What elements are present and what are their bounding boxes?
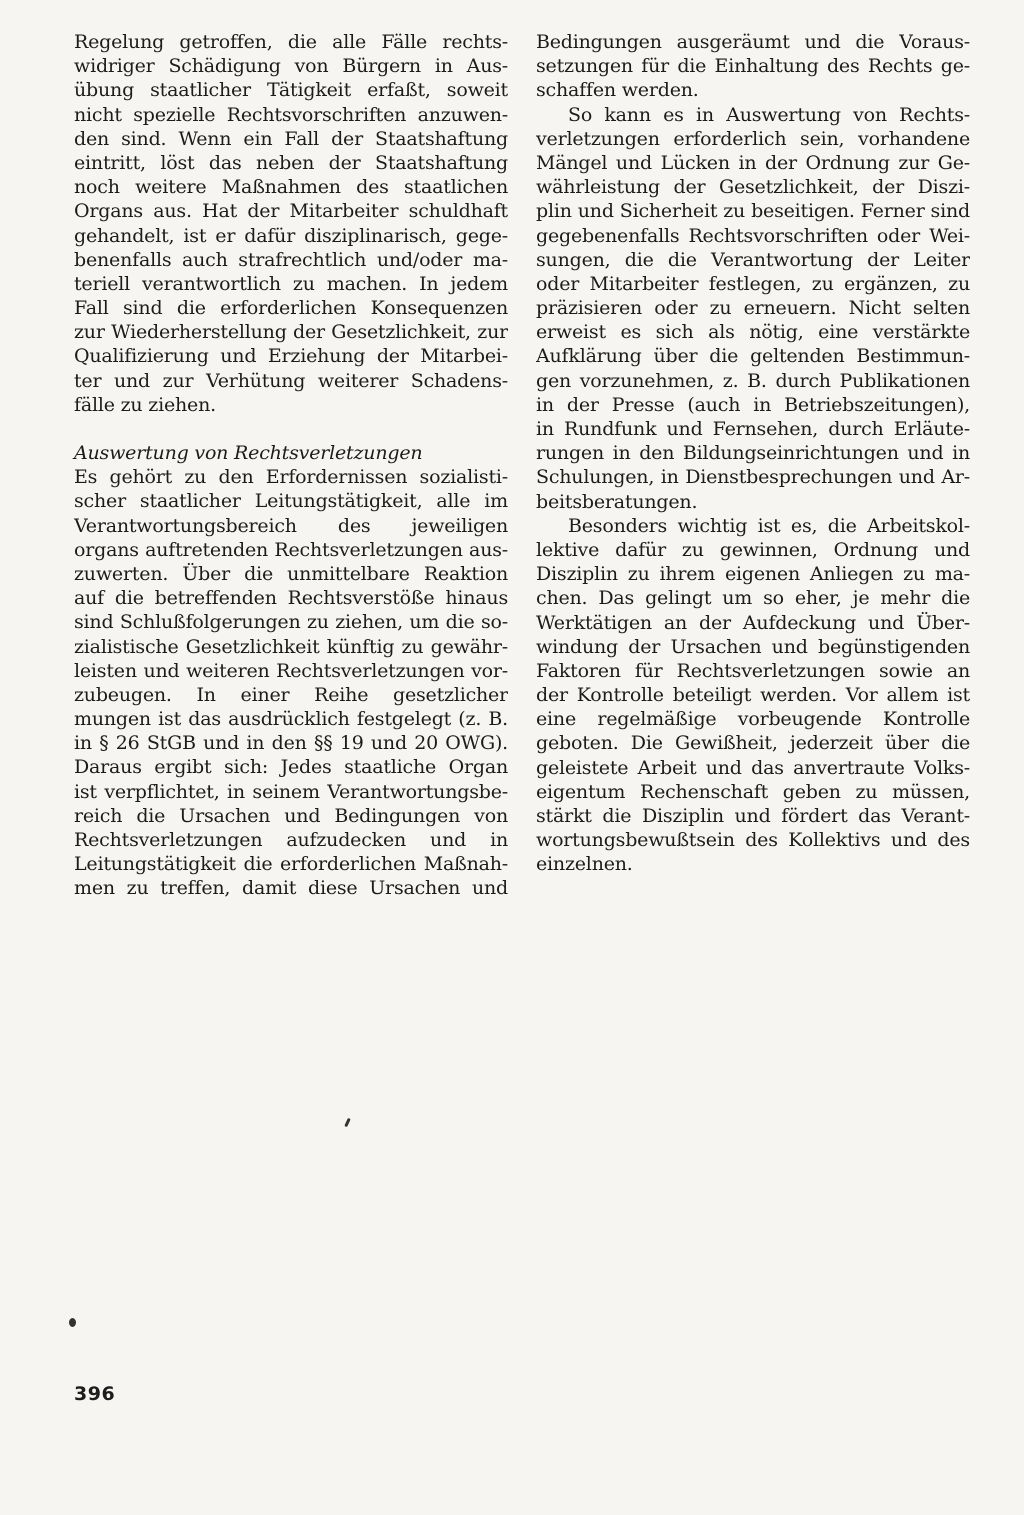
text-line: Verantwortungsbereich des jeweiligen [74, 514, 508, 537]
text-line: gehandelt, ist er dafür disziplinarisch, gege- [74, 224, 508, 247]
paragraph-auswertung-rechtsverletzungen [536, 103, 970, 514]
text-line: Bedingungen ausgeräumt und die Voraus- [536, 31, 970, 53]
text-line: men zu treffen, damit diese Ursachen und [74, 877, 508, 900]
text-line: sind Schlußfolgerungen zu ziehen, um die so- [74, 611, 508, 634]
text-line: gegebenenfalls Rechtsvorschriften oder Wei- [536, 224, 970, 247]
text-line: in Rundfunk und Fernsehen, durch Erläute- [536, 418, 970, 440]
text-line: teriell verantwortlich zu machen. In jedem [74, 272, 508, 295]
scan-mark [344, 1118, 351, 1127]
text-line: zur Wiederherstellung der Gesetzlichkeit, zur [74, 321, 508, 344]
text-line: leisten und weiteren Rechtsverletzungen vor- [74, 659, 508, 682]
text-line: präzisieren oder zu erneuern. Nicht selten [536, 297, 970, 320]
text-line: Fall sind die erforderlichen Konsequenzen [74, 297, 508, 320]
paragraph-arbeitskollektive [536, 514, 970, 877]
paragraph-auswertung [74, 465, 508, 900]
text-line: in § 26 StGB und in den §§ 19 und 20 OWG). [74, 732, 508, 755]
text-line: zubeugen. In einer Reihe gesetzlicher [74, 683, 508, 706]
text-line: chen. Das gelingt um so eher, je mehr die [536, 587, 970, 610]
text-line: lektive dafür zu gewinnen, Ordnung und [536, 538, 970, 561]
paragraph-continuation [536, 30, 970, 103]
text-line: schaffen werden. [536, 79, 699, 102]
text-line: plin und Sicherheit zu beseitigen. Ferner sind [536, 200, 970, 223]
text-line: Werktätigen an der Aufdeckung und Über- [536, 611, 970, 634]
text-line: Daraus ergibt sich: Jedes staatliche Organ [74, 756, 508, 779]
text-line: eine regelmäßige vorbeugende Kontrolle [536, 708, 970, 731]
page-number: 396 [74, 1383, 116, 1405]
text-line: erweist es sich als nötig, eine verstärkte [536, 321, 970, 344]
text-line: Regelung getroffen, die alle Fälle rechts- [74, 31, 508, 53]
text-line: organs auftretenden Rechtsverletzungen aus- [74, 538, 508, 561]
text-line: der Kontrolle beteiligt werden. Vor allem ist [536, 684, 970, 707]
text-line: übung staatlicher Tätigkeit erfaßt, soweit [74, 79, 508, 102]
text-line: verletzungen erforderlich sein, vorhandene [536, 127, 970, 150]
text-line: Organs aus. Hat der Mitarbeiter schuldhaft [74, 200, 508, 223]
paragraph-gap [74, 417, 508, 441]
text-line: Es gehört zu den Erfordernissen sozialisti- [74, 466, 508, 489]
text-line: oder Mitarbeiter festlegen, zu ergänzen, zu [536, 272, 970, 295]
text-line: rungen in den Bildungseinrichtungen und in [536, 442, 970, 465]
section-heading: Auswertung von Rechtsverletzungen [74, 442, 423, 464]
text-line: setzungen für die Einhaltung des Rechts ge- [536, 55, 970, 78]
text-line: benenfalls auch strafrechtlich und/oder ma- [74, 248, 508, 271]
text-line: einzelnen. [536, 853, 633, 876]
text-line: widriger Schädigung von Bürgern in Aus- [74, 55, 508, 78]
text-line: wortungsbewußtsein des Kollektivs und des [536, 829, 970, 852]
text-line: geleistete Arbeit und das anvertraute Volks- [536, 756, 970, 779]
text-line: mungen ist das ausdrücklich festgelegt (z. B. [74, 708, 508, 731]
text-line: den sind. Wenn ein Fall der Staatshaftung [74, 127, 508, 150]
text-line: nicht spezielle Rechtsvorschriften anzuwen- [74, 103, 508, 126]
text-line: gen vorzunehmen, z. B. durch Publikationen [536, 369, 970, 392]
text-line: Faktoren für Rechtsverletzungen sowie an [536, 659, 970, 682]
text-line: noch weitere Maßnahmen des staatlichen [74, 176, 508, 199]
scan-mark [69, 1318, 76, 1327]
text-line: eigentum Rechenschaft geben zu müssen, [536, 780, 970, 803]
text-line: geboten. Die Gewißheit, jederzeit über die [536, 732, 970, 755]
text-line: währleistung der Gesetzlichkeit, der Diszi- [536, 176, 970, 199]
text-line: Rechtsverletzungen aufzudecken und in [74, 829, 508, 851]
paragraph-staatshaftung [74, 30, 508, 417]
text-line: So kann es in Auswertung von Rechts- [568, 103, 970, 126]
text-line: reich die Ursachen und Bedingungen von [74, 804, 508, 827]
text-line: scher staatlicher Leitungstätigkeit, alle im [74, 490, 508, 513]
text-line: Besonders wichtig ist es, die Arbeitskol- [568, 514, 970, 537]
text-line: zialistische Gesetzlichkeit künftig zu gewähr- [74, 635, 508, 658]
text-line: Leitungstätigkeit die erforderlichen Maßnah- [74, 853, 508, 876]
text-line: in der Presse (auch in Betriebszeitungen), [536, 393, 970, 416]
text-line: ist verpflichtet, in seinem Verantwortungsbe- [74, 780, 508, 803]
text-line: auf die betreffenden Rechtsverstöße hinaus [74, 587, 508, 610]
text-line: Mängel und Lücken in der Ordnung zur Ge- [536, 151, 970, 174]
text-line: Disziplin zu ihrem eigenen Anliegen zu ma- [536, 563, 970, 586]
text-line: zuwerten. Über die unmittelbare Reaktion [74, 562, 508, 585]
text-line: beitsberatungen. [536, 490, 698, 513]
text-line: ter und zur Verhütung weiterer Schadens- [74, 369, 508, 392]
text-line: windung der Ursachen und begünstigenden [536, 635, 970, 658]
text-line: Aufklärung über die geltenden Bestimmun- [536, 345, 970, 368]
text-line: eintritt, löst das neben der Staatshaftung [74, 151, 508, 174]
left-column [74, 30, 508, 901]
text-line: Schulungen, in Dienstbesprechungen und Ar- [536, 466, 970, 489]
text-line: stärkt die Disziplin und fördert das Verant- [536, 805, 970, 827]
right-column [536, 30, 970, 877]
text-line: Qualifizierung und Erziehung der Mitarbei- [74, 345, 508, 368]
text-line: fälle zu ziehen. [74, 393, 216, 416]
text-line: sungen, die die Verantwortung der Leiter [536, 248, 970, 271]
